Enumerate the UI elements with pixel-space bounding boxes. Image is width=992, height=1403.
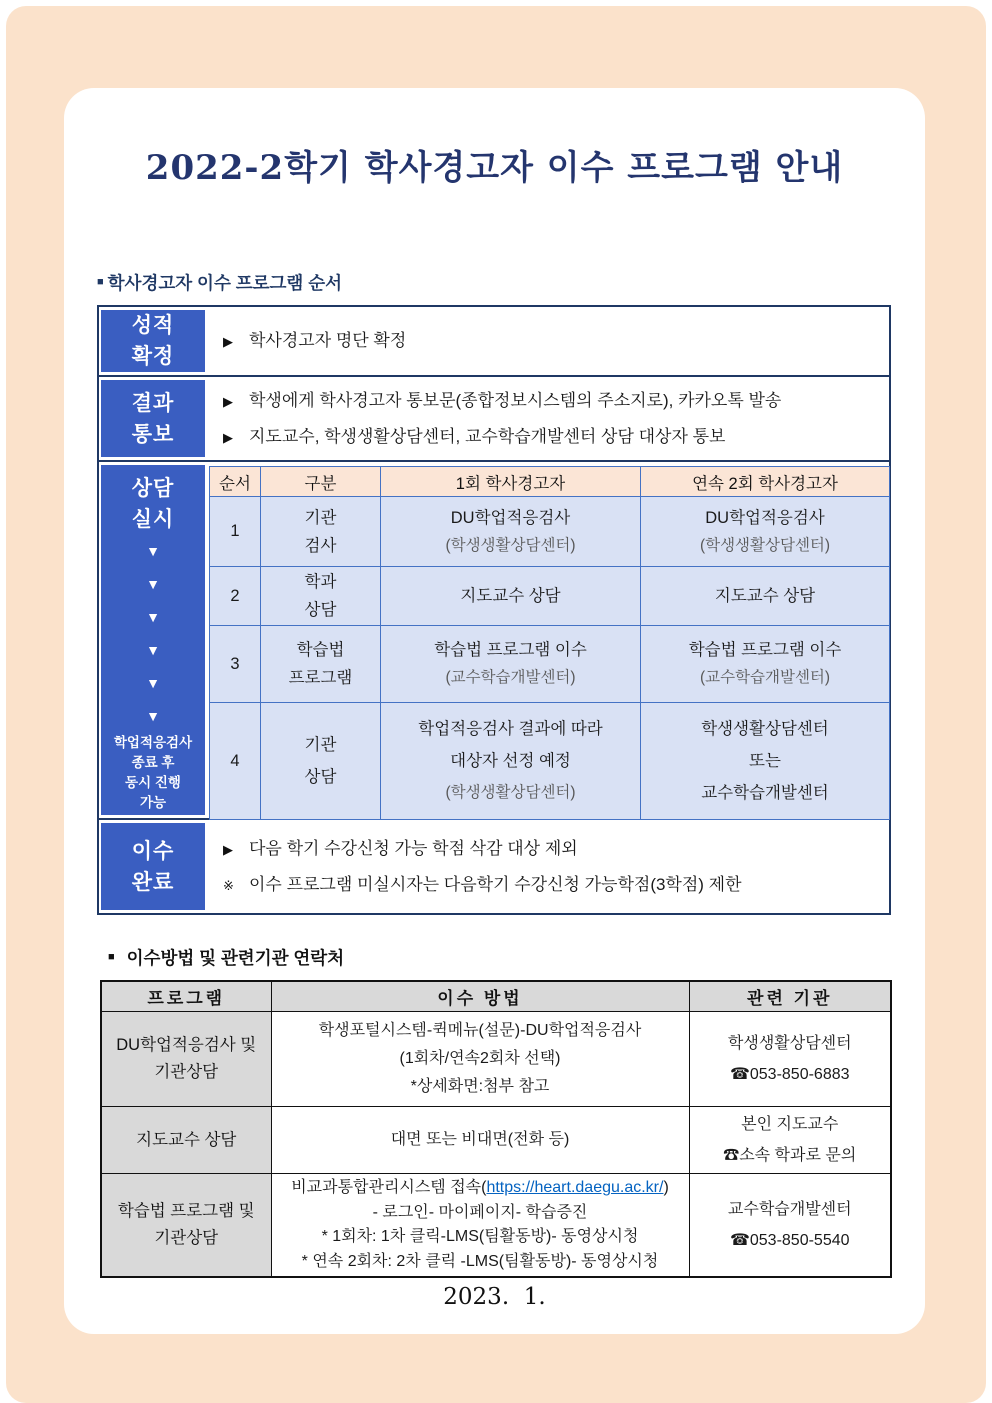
column-header: 구분 <box>261 467 381 497</box>
bullet-line <box>223 419 885 455</box>
down-arrow-icon: ▼ <box>146 576 160 592</box>
section1-heading <box>97 270 342 295</box>
bullet-line <box>223 867 885 903</box>
stage-sidebar <box>99 462 207 818</box>
triangle-bullet-icon: ▶ <box>223 393 233 409</box>
column-header: 이수 방법 <box>271 981 689 1012</box>
flow-row-counseling <box>99 460 889 818</box>
down-arrow-icon: ▼ <box>146 609 160 625</box>
section2-heading-label: 이수방법 및 관련기관 연락처 <box>126 948 345 968</box>
counseling-table <box>209 466 890 820</box>
table-row <box>210 703 890 820</box>
triangle-bullet-icon: ▶ <box>223 841 233 857</box>
sidebar-note: 학업적응검사 종료 후 동시 진행 가능 <box>113 735 193 810</box>
table-cell: 기관 검사 <box>261 497 381 567</box>
table-cell: 지도교수 상담 <box>381 567 641 626</box>
table-cell: 학업적응검사 결과에 따라 대상자 선정 예정 (학생생활상담센터) <box>381 703 641 820</box>
reference-mark-icon: ※ <box>223 877 234 893</box>
bullet-line <box>223 383 885 419</box>
phone-number: ☎053-850-5540 <box>729 1232 850 1249</box>
bullet-text: 이수 프로그램 미실시자는 다음학기 수강신청 가능학점(3학점) 제한 <box>249 874 742 894</box>
table-row <box>101 1107 891 1174</box>
stage-content <box>207 462 890 818</box>
program-cell: 학습법 프로그램 및 기관상담 <box>101 1174 271 1278</box>
footer-date: 2023. 1. <box>443 1284 546 1310</box>
column-header: 연속 2회 학사경고자 <box>641 467 890 497</box>
table-cell: 학습법 프로그램 이수 (교수학습개발센터) <box>381 626 641 703</box>
counseling-header-row <box>210 467 890 497</box>
table-cell: 1 <box>210 497 261 567</box>
stage-content <box>207 377 889 460</box>
link-line: 비교과통합관리시스템 접속(https://heart.daegu.ac.kr/) <box>291 1179 669 1196</box>
stage-content <box>207 820 889 913</box>
flow-row-grade-confirm <box>99 307 889 375</box>
table-cell: 기관 상담 <box>261 703 381 820</box>
phone-number: ☎053-850-6883 <box>729 1066 850 1083</box>
contact-header-row <box>101 981 891 1012</box>
table-cell: 학습법 프로그램 <box>261 626 381 703</box>
section1-heading-label: 학사경고자 이수 프로그램 순서 <box>107 273 343 293</box>
column-header: 순서 <box>210 467 261 497</box>
method-cell: 학생포털시스템-퀵메뉴(설문)-DU학업적응검사 (1회차/연속2회차 선택) *상세화면:첨부 참고 <box>271 1012 689 1107</box>
bullet-text: 학생에게 학사경고자 통보문(종합정보시스템의 주소지로), 카카오톡 발송 <box>249 390 782 410</box>
stage-label-box: 결과 통보 <box>101 380 205 457</box>
table-cell: 학습법 프로그램 이수 (교수학습개발센터) <box>641 626 890 703</box>
table-cell: 지도교수 상담 <box>641 567 890 626</box>
stage-label-box: 상담 실시 ▼ ▼ ▼ ▼ ▼ ▼ 학업적응검사 종료 후 동시 진행 가능 <box>101 465 205 815</box>
bullet-line <box>223 323 885 359</box>
table-row <box>210 497 890 567</box>
heart-system-link[interactable]: https://heart.daegu.ac.kr/ <box>486 1179 664 1196</box>
organization-cell: 본인 지도교수 ☎소속 학과로 문의 <box>689 1107 891 1174</box>
bullet-text: 다음 학기 수강신청 가능 학점 삭감 대상 제외 <box>249 838 578 858</box>
page-title: 2022-2학기 학사경고자 이수 프로그램 안내 <box>145 148 844 188</box>
square-bullet-icon: ■ <box>97 275 104 288</box>
down-arrow-icon: ▼ <box>146 675 160 691</box>
flow-row-completion <box>99 818 889 913</box>
table-cell: 2 <box>210 567 261 626</box>
section2-heading <box>108 945 344 970</box>
stage-sidebar <box>99 307 207 375</box>
stage-label-box: 이수 완료 <box>101 823 205 910</box>
table-cell: DU학업적응검사 (학생생활상담센터) <box>381 497 641 567</box>
table-cell: 학생생활상담센터 또는 교수학습개발센터 <box>641 703 890 820</box>
bullet-line <box>223 831 885 867</box>
program-cell: DU학업적응검사 및 기관상담 <box>101 1012 271 1107</box>
bullet-text: 학사경고자 명단 확정 <box>249 331 407 350</box>
column-header: 1회 학사경고자 <box>381 467 641 497</box>
triangle-bullet-icon: ▶ <box>223 334 233 349</box>
table-row <box>210 567 890 626</box>
table-row <box>210 626 890 703</box>
column-header: 관련 기관 <box>689 981 891 1012</box>
table-cell: DU학업적응검사 (학생생활상담센터) <box>641 497 890 567</box>
table-cell: 4 <box>210 703 261 820</box>
square-bullet-icon: ■ <box>108 950 115 963</box>
method-cell: 대면 또는 비대면(전화 등) <box>271 1107 689 1174</box>
program-flow-table <box>97 305 891 915</box>
method-cell: 비교과통합관리시스템 접속(https://heart.daegu.ac.kr/) - 로그인- 마이페이지- 학습증진 * 1회차: 1차 클릭-LMS(팀활동방)- 동영상시청 * 연속 2회차: 2차 클릭 -LMS(팀활동방)- 동영상시청 <box>271 1174 689 1278</box>
triangle-bullet-icon: ▶ <box>223 429 233 445</box>
document-card <box>64 88 925 1334</box>
stage-sidebar <box>99 820 207 913</box>
table-cell: 3 <box>210 626 261 703</box>
flow-row-result-notice <box>99 375 889 460</box>
organization-cell: 교수학습개발센터 ☎053-850-5540 <box>689 1174 891 1278</box>
down-arrow-icon: ▼ <box>146 708 160 724</box>
column-header: 프로그램 <box>101 981 271 1012</box>
program-cell: 지도교수 상담 <box>101 1107 271 1174</box>
contact-info-table <box>100 980 892 1278</box>
table-row <box>101 1174 891 1278</box>
stage-sidebar <box>99 377 207 460</box>
stage-content <box>207 307 889 375</box>
organization-cell: 학생생활상담센터 ☎053-850-6883 <box>689 1012 891 1107</box>
down-arrow-icon: ▼ <box>146 642 160 658</box>
table-cell: 학과 상담 <box>261 567 381 626</box>
bullet-text: 지도교수, 학생생활상담센터, 교수학습개발센터 상담 대상자 통보 <box>249 426 726 446</box>
table-row <box>101 1012 891 1107</box>
stage-label-box: 성적 확정 <box>101 310 205 372</box>
down-arrow-icon: ▼ <box>146 543 160 559</box>
phone-number: ☎소속 학과로 문의 <box>723 1147 857 1164</box>
